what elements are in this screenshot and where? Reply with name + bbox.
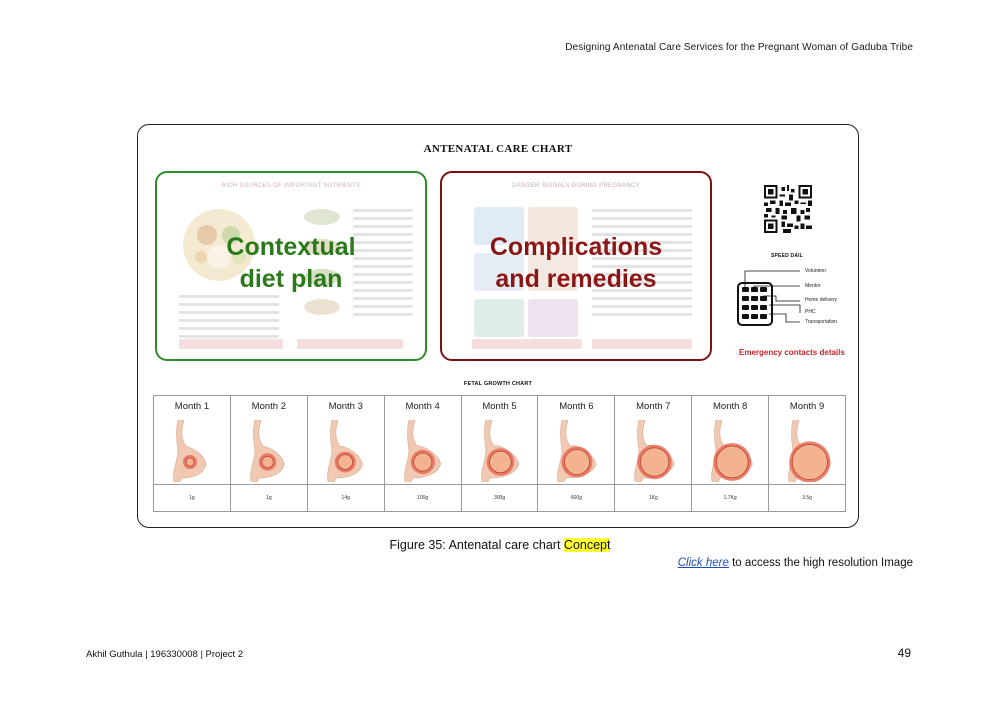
document-header-title: Designing Antenatal Care Services for the Pregnant Woman of Gaduba Tribe [565, 42, 913, 53]
speed-dial-item: Transportation [805, 319, 838, 325]
complications-panel [440, 171, 712, 361]
fetal-month-column [231, 396, 308, 511]
diet-plan-heading [157, 231, 425, 295]
month-label: Month 8 [713, 401, 748, 412]
complication-footer-bar [592, 339, 692, 349]
pregnant-belly-illustration [631, 420, 681, 482]
month-label: Month 6 [559, 401, 594, 412]
complications-heading-line1: Complications [489, 233, 663, 261]
fetal-weight-value: 14g [308, 484, 384, 511]
fetal-month-column [769, 396, 845, 511]
month-label: Month 1 [174, 401, 210, 412]
page-number: 49 [897, 646, 911, 660]
pregnant-belly-illustration [170, 420, 220, 482]
month-label: Month 2 [251, 401, 286, 412]
speed-dial-item: Mentor [805, 283, 821, 289]
diet-panel-subtitle: RICH SOURCES OF IMPORTANT NUTRIENTS [221, 183, 361, 189]
caption-text: Figure 35: Antenatal care chart [389, 538, 564, 552]
fetal-weight-value: 1Kg [615, 484, 691, 511]
diet-heading-line2: diet plan [239, 265, 343, 293]
fetal-month-column [538, 396, 615, 511]
fetal-month-column [615, 396, 692, 511]
speed-dial-title: SPEED DAIL [770, 253, 803, 259]
month-label: Month 9 [789, 401, 825, 412]
diet-footer-bar [297, 339, 403, 349]
qr-code-icon[interactable] [764, 185, 812, 233]
speed-dial-item: Volunteer [805, 268, 827, 274]
month-label: Month 5 [482, 401, 517, 412]
month-label: Month 7 [636, 401, 671, 412]
emergency-contacts-label: Emergency contacts details [739, 348, 845, 357]
month-label: Month 3 [328, 401, 363, 412]
speed-dial-item: Home delivery [805, 297, 837, 303]
complications-heading [442, 231, 710, 295]
pregnant-belly-illustration [324, 420, 374, 482]
caption-highlight: Concept [563, 538, 611, 552]
pregnant-belly-illustration [247, 420, 297, 482]
click-here-link[interactable]: Click here [677, 557, 729, 569]
antenatal-care-chart [137, 124, 859, 528]
fetal-month-column [462, 396, 539, 511]
complications-heading-line2: and remedies [495, 265, 657, 293]
complications-panel-subtitle: DANGER SIGNALS DURING PREGNANCY [512, 183, 640, 189]
speed-dial-item: PHC [805, 309, 816, 315]
chart-title: ANTENATAL CARE CHART [423, 143, 573, 155]
diet-plan-panel [155, 171, 427, 361]
hires-note [678, 557, 913, 569]
figure-caption [0, 538, 1000, 552]
diet-footer-bar [179, 339, 283, 349]
pregnant-belly-illustration [554, 420, 604, 482]
fetal-growth-table [153, 395, 846, 512]
fetal-month-column [154, 396, 231, 511]
fetal-weight-value: 3.5g [769, 484, 845, 511]
fetal-weight-value: 1g [154, 484, 230, 511]
pregnant-belly-illustration [708, 420, 758, 482]
pregnant-belly-illustration [478, 420, 528, 482]
fetal-growth-title: FETAL GROWTH CHART [463, 381, 533, 387]
fetal-month-column [308, 396, 385, 511]
fetal-month-column [385, 396, 462, 511]
fetal-weight-value: 1g [231, 484, 307, 511]
pregnant-belly-illustration [401, 420, 451, 482]
fetal-weight-value: 300g [462, 484, 538, 511]
complication-footer-bar [472, 339, 582, 349]
fetal-weight-value: 600g [538, 484, 614, 511]
footer-author: Akhil Guthula | 196330008 | Project 2 [86, 649, 244, 660]
diet-heading-line1: Contextual [226, 233, 356, 261]
pregnant-belly-illustration [785, 420, 835, 482]
fetal-weight-value: 100g [385, 484, 461, 511]
fetal-month-column [692, 396, 769, 511]
hires-note-text: to access the high resolution Image [728, 557, 913, 569]
month-label: Month 4 [405, 401, 440, 412]
fetal-weight-value: 1.7Kg [692, 484, 768, 511]
